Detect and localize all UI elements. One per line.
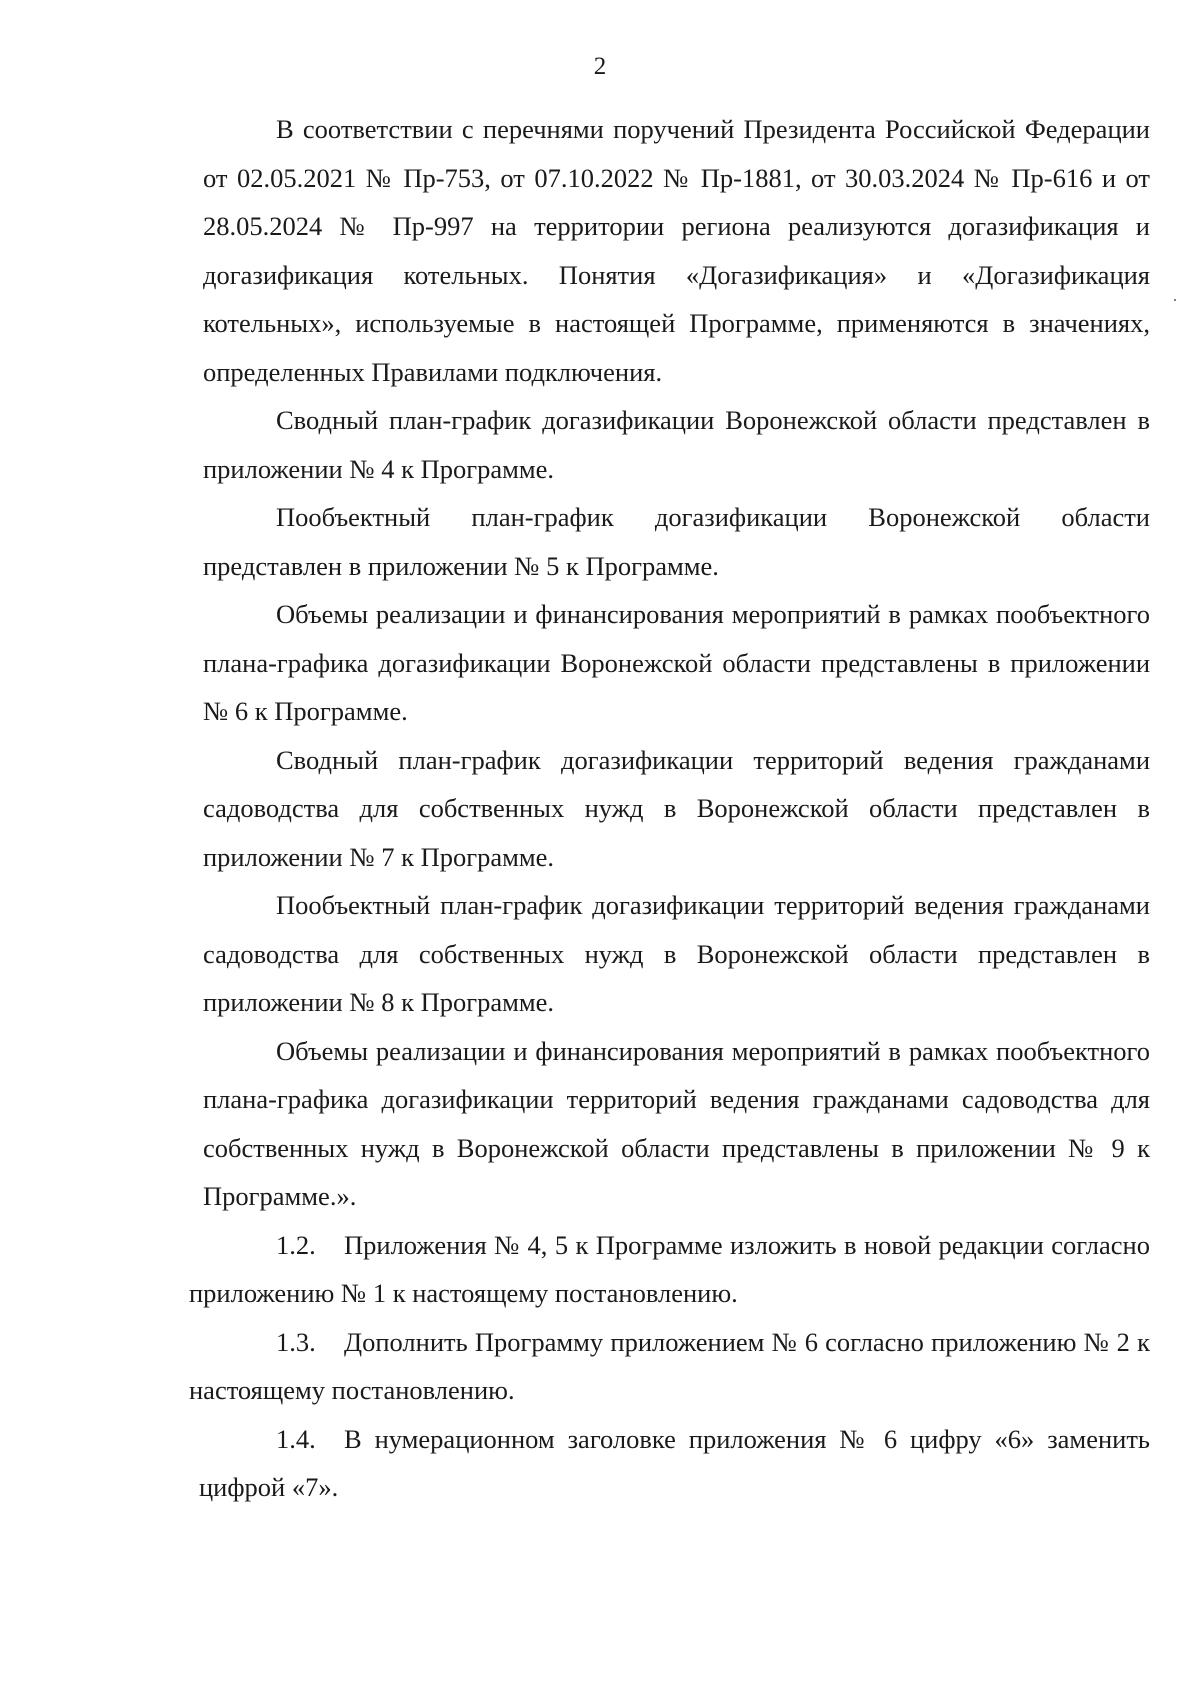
paragraph-assignments: В соответствии с перечнями поручений Президента Российской Федерации от 02.05.2021 № Пр-753, от 07.10.2022 № Пр-1881, от 30.03.2024 № Пр-616 и от 28.05.2024 № Пр-997 на территории региона реализуются догазификация и догазификация котельных. Понятия «Догазификация» и «Догазификация котельных», используемые в настоящей Программе, применяются в значениях, определенных Правилами подключения. — [203, 114, 1150, 387]
item-text: Дополнить Программу приложением № 6 согласно приложению № 2 к настоящему постановлению. — [189, 1326, 1150, 1405]
item-text: В нумерационном заголовке приложения № 6 цифру «6» заменить цифрой «7». — [199, 1423, 1150, 1502]
item-number: 1.3. — [276, 1326, 316, 1357]
paragraph-appendix-7: Сводный план-график догазификации территорий ведения гражданами садоводства для собственных нужд в Воронежской области представлен в приложении № 7 к Программе. — [203, 744, 1150, 872]
item-1-3 — [189, 1318, 1150, 1415]
document-body — [189, 105, 1150, 1512]
paragraph-appendix-4: Сводный план-график догазификации Воронежской области представлен в приложении № 4 к Программе. — [203, 405, 1150, 484]
paragraph-appendix-8: Пообъектный план-график догазификации территорий ведения гражданами садоводства для собственных нужд в Воронежской области представлен в приложении № 8 к Программе. — [203, 890, 1150, 1017]
paragraph-appendix-9: Объемы реализации и финансирования мероприятий в рамках пообъектного плана-графика догазификации территорий ведения гражданами садоводства для собственных нужд в Воронежской области представлены в приложении № 9 к Программе.». — [203, 1035, 1150, 1211]
paragraph-appendix-5: Пообъектный план-график догазификации Воронежской области представлен в приложении № 5 к Программе. — [203, 502, 1150, 581]
item-number: 1.2. — [276, 1229, 316, 1260]
item-number: 1.4. — [276, 1423, 316, 1454]
item-1-4 — [199, 1415, 1150, 1512]
item-text: Приложения № 4, 5 к Программе изложить в новой редакции согласно приложению № 1 к настоящему постановлению. — [189, 1229, 1150, 1308]
paragraph-appendix-6: Объемы реализации и финансирования мероприятий в рамках пообъектного плана-графика догазификации Воронежской области представлены в приложении № 6 к Программе. — [203, 599, 1150, 726]
item-1-2 — [189, 1221, 1150, 1318]
page-number: 2 — [593, 53, 607, 80]
scan-speck — [1174, 299, 1176, 301]
